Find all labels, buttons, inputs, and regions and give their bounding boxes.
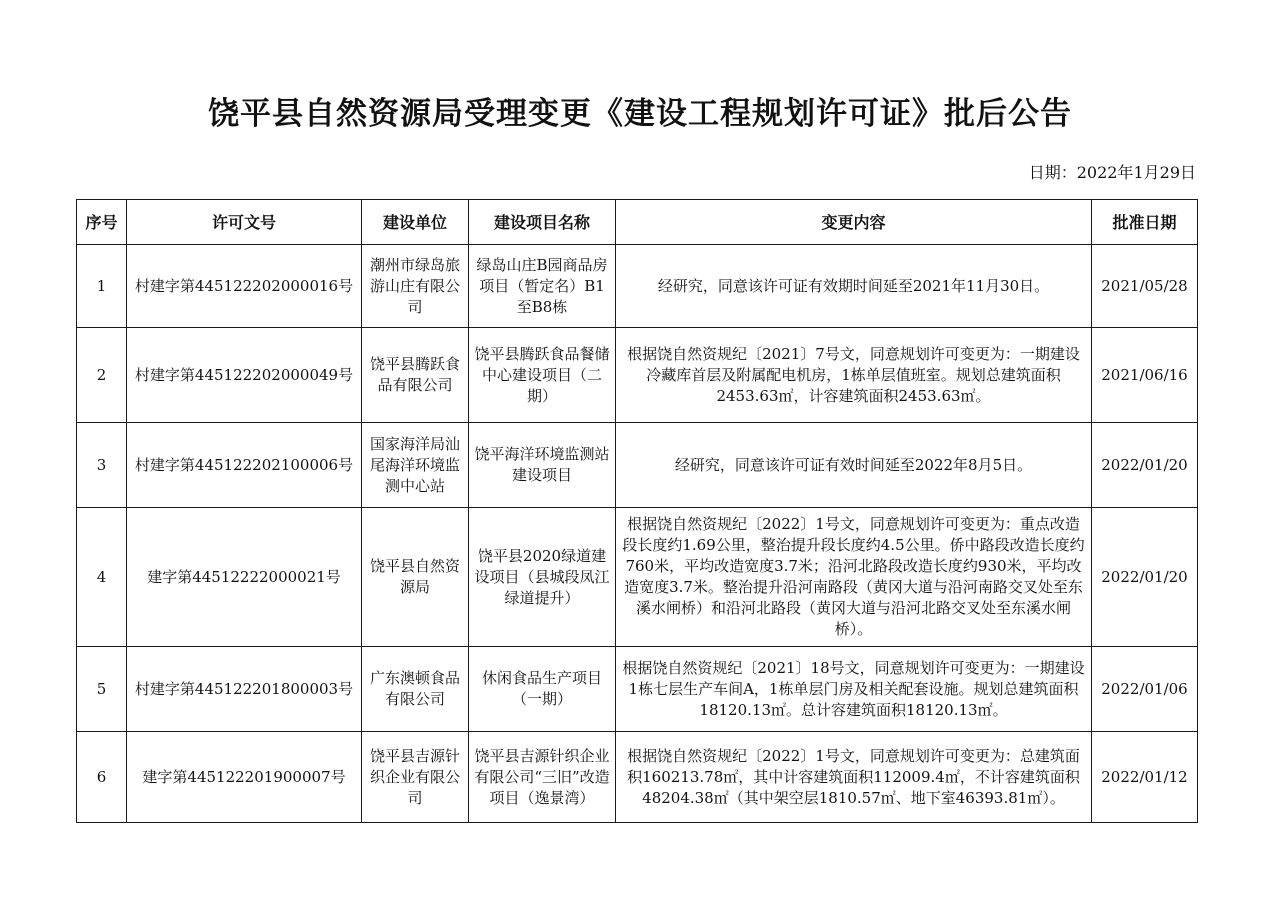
cell-project: 休闲食品生产项目（一期） bbox=[469, 647, 616, 732]
header-no: 序号 bbox=[77, 200, 127, 245]
cell-approved: 2021/05/28 bbox=[1092, 245, 1198, 328]
table-row bbox=[77, 423, 1198, 508]
cell-approved: 2022/01/20 bbox=[1092, 508, 1198, 647]
cell-permit: 村建字第445122201800003号 bbox=[127, 647, 362, 732]
table-row bbox=[77, 508, 1198, 647]
table-row bbox=[77, 647, 1198, 732]
header-permit: 许可文号 bbox=[127, 200, 362, 245]
header-unit: 建设单位 bbox=[362, 200, 469, 245]
cell-content: 经研究，同意该许可证有效期时间延至2021年11月30日。 bbox=[616, 245, 1092, 328]
cell-unit: 国家海洋局汕尾海洋环境监测中心站 bbox=[362, 423, 469, 508]
header-approved: 批准日期 bbox=[1092, 200, 1198, 245]
cell-content: 根据饶自然资规纪〔2022〕1号文，同意规划许可变更为：总建筑面积160213.78㎡，其中计容建筑面积112009.4㎡，不计容建筑面积48204.38㎡（其中架空层1810.57㎡、地下室46393.81㎡）。 bbox=[616, 732, 1092, 823]
cell-permit: 建字第445122201900007号 bbox=[127, 732, 362, 823]
cell-permit: 村建字第445122202100006号 bbox=[127, 423, 362, 508]
cell-no: 3 bbox=[77, 423, 127, 508]
table-header-row bbox=[77, 200, 1198, 245]
cell-approved: 2022/01/06 bbox=[1092, 647, 1198, 732]
cell-permit: 建字第44512222000021号 bbox=[127, 508, 362, 647]
cell-unit: 潮州市绿岛旅游山庄有限公司 bbox=[362, 245, 469, 328]
header-content: 变更内容 bbox=[616, 200, 1092, 245]
cell-no: 4 bbox=[77, 508, 127, 647]
cell-project: 饶平县腾跃食品餐储中心建设项目（二期） bbox=[469, 328, 616, 423]
cell-content: 根据饶自然资规纪〔2021〕18号文，同意规划许可变更为：一期建设1栋七层生产车间A，1栋单层门房及相关配套设施。规划总建筑面积18120.13㎡。总计容建筑面积18120.13㎡。 bbox=[616, 647, 1092, 732]
table-row bbox=[77, 328, 1198, 423]
cell-approved: 2021/06/16 bbox=[1092, 328, 1198, 423]
cell-permit: 村建字第445122202000016号 bbox=[127, 245, 362, 328]
cell-content: 根据饶自然资规纪〔2022〕1号文，同意规划许可变更为：重点改造段长度约1.69公里，整治提升段长度约4.5公里。侨中路段改造长度约760米，平均改造宽度3.7米；沿河北路段改造长度约930米，平均改造宽度3.7米。整治提升沿河南路段（黄冈大道与沿河南路交叉处至东溪水闸桥）和沿河北路段（黄冈大道与沿河北路交叉处至东溪水闸桥）。 bbox=[616, 508, 1092, 647]
cell-project: 饶平县吉源针织企业有限公司“三旧”改造项目（逸景湾） bbox=[469, 732, 616, 823]
cell-project: 饶平县2020绿道建设项目（县城段凤江绿道提升） bbox=[469, 508, 616, 647]
cell-no: 5 bbox=[77, 647, 127, 732]
cell-content: 根据饶自然资规纪〔2021〕7号文，同意规划许可变更为：一期建设冷藏库首层及附属配电机房，1栋单层值班室。规划总建筑面积2453.63㎡，计容建筑面积2453.63㎡。 bbox=[616, 328, 1092, 423]
cell-no: 1 bbox=[77, 245, 127, 328]
publish-date: 日期：2022年1月29日 bbox=[1028, 163, 1196, 182]
cell-unit: 饶平县自然资源局 bbox=[362, 508, 469, 647]
table-row bbox=[77, 245, 1198, 328]
announcement-table bbox=[76, 199, 1198, 823]
cell-permit: 村建字第445122202000049号 bbox=[127, 328, 362, 423]
cell-unit: 饶平县吉源针织企业有限公司 bbox=[362, 732, 469, 823]
cell-unit: 饶平县腾跃食品有限公司 bbox=[362, 328, 469, 423]
cell-approved: 2022/01/12 bbox=[1092, 732, 1198, 823]
cell-no: 2 bbox=[77, 328, 127, 423]
table-row bbox=[77, 732, 1198, 823]
cell-no: 6 bbox=[77, 732, 127, 823]
page-title: 饶平县自然资源局受理变更《建设工程规划许可证》批后公告 bbox=[208, 96, 1072, 132]
cell-project: 饶平海洋环境监测站建设项目 bbox=[469, 423, 616, 508]
cell-project: 绿岛山庄B园商品房项目（暂定名）B1至B8栋 bbox=[469, 245, 616, 328]
cell-content: 经研究，同意该许可证有效时间延至2022年8月5日。 bbox=[616, 423, 1092, 508]
cell-unit: 广东澳顿食品有限公司 bbox=[362, 647, 469, 732]
cell-approved: 2022/01/20 bbox=[1092, 423, 1198, 508]
header-project: 建设项目名称 bbox=[469, 200, 616, 245]
